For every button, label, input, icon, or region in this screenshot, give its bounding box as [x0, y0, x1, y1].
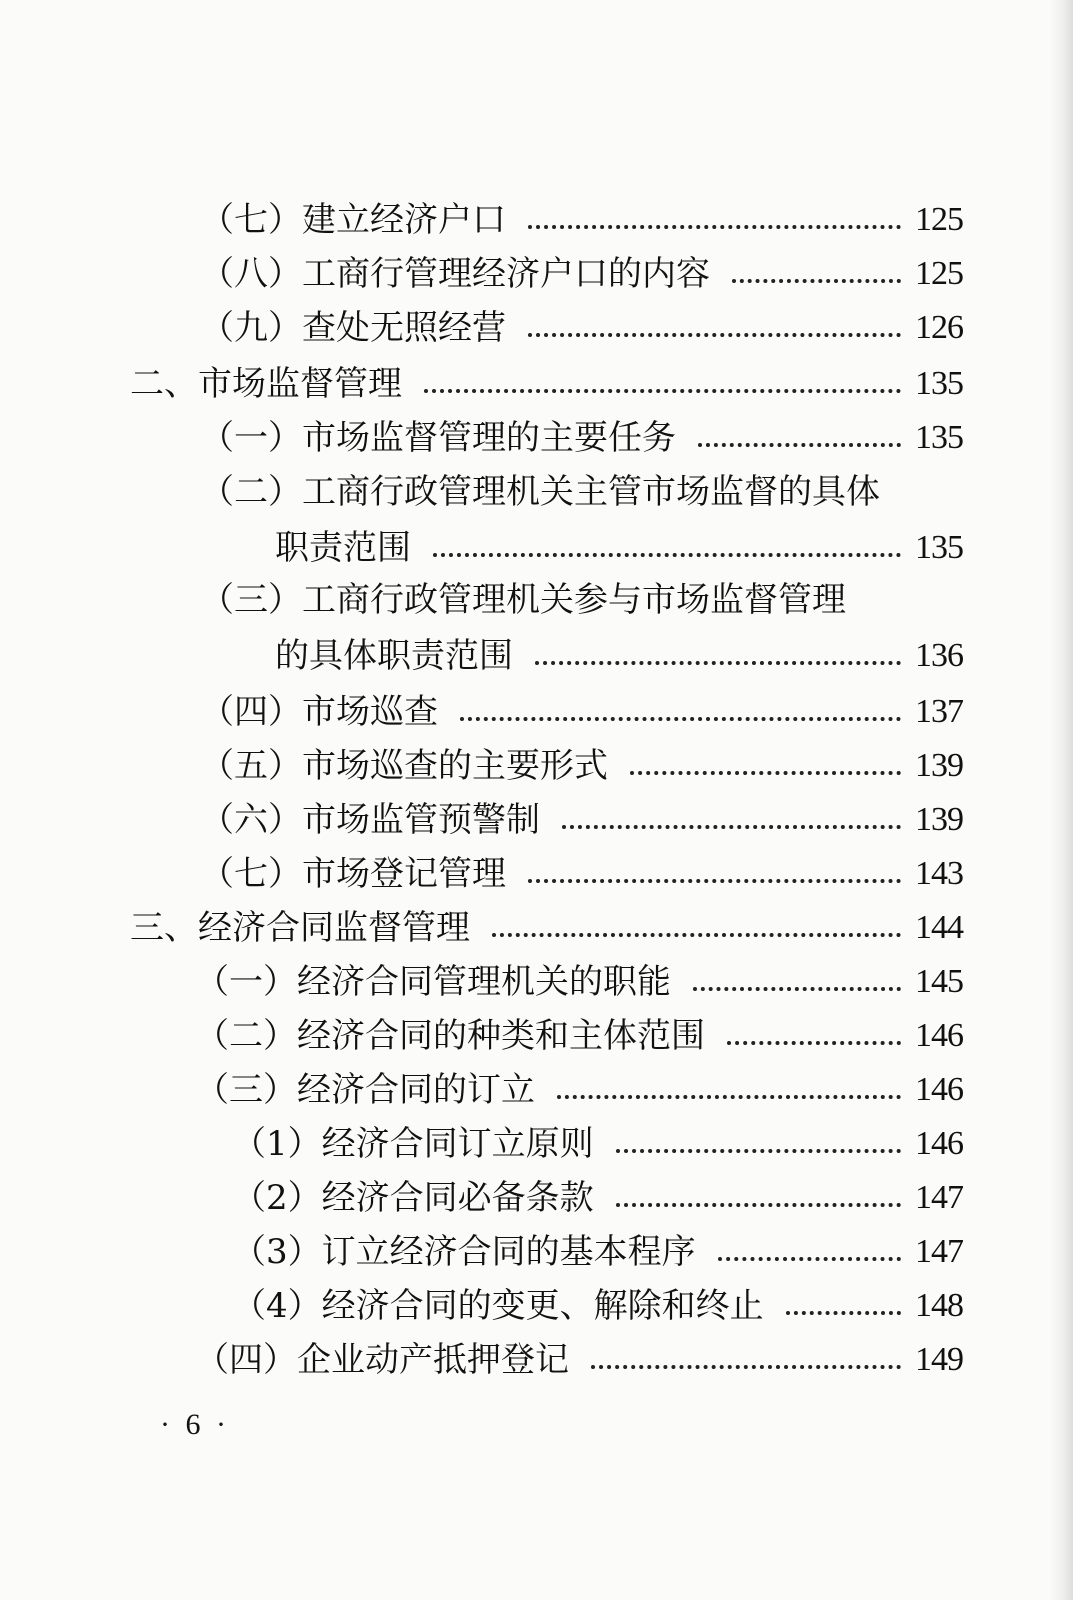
toc-subentry-title: （2）经济合同必备条款 [232, 1178, 594, 1218]
toc-entry-continuation: 职责范围 [275, 528, 411, 568]
toc-subentry [232, 1224, 963, 1274]
toc-dot-leader [557, 1094, 901, 1099]
toc-entry-title: （五）市场巡查的主要形式 [200, 746, 608, 786]
toc-entry-page: 139 [915, 801, 963, 838]
toc-entry-page: 143 [915, 855, 963, 892]
toc-entry-page: 135 [915, 529, 963, 566]
toc-dot-leader [433, 552, 901, 557]
toc-entry-title: （九）查处无照经营 [200, 308, 506, 348]
toc-dot-leader [591, 1364, 901, 1369]
toc-entry [200, 300, 963, 350]
toc-dot-leader [535, 660, 901, 665]
toc-dot-leader [786, 1310, 901, 1315]
page-number: · 6 · [160, 1408, 230, 1441]
toc-entry [200, 738, 963, 788]
toc-entry-title: （四）企业动产抵押登记 [195, 1340, 569, 1380]
toc-subentry-title: （4）经济合同的变更、解除和终止 [232, 1286, 764, 1326]
toc-entry-page: 146 [915, 1125, 963, 1162]
toc-subentry [232, 1116, 963, 1166]
toc-entry-page: 144 [915, 909, 963, 946]
toc-entry-page: 145 [915, 963, 963, 1000]
toc-entry [195, 1008, 963, 1058]
toc-entry-page: 137 [915, 693, 963, 730]
toc-entry-title: （三）工商行政管理机关参与市场监督管理 [200, 580, 846, 620]
toc-entry-page: 126 [915, 309, 963, 346]
toc-entry-title: （七）市场登记管理 [200, 854, 506, 894]
toc-dot-leader [616, 1202, 901, 1207]
toc-entry [200, 684, 963, 734]
toc-section [130, 900, 963, 950]
toc-entry-page: 125 [915, 255, 963, 292]
toc-entry-page: 125 [915, 201, 963, 238]
toc-entry-page: 147 [915, 1233, 963, 1270]
toc-entry [200, 246, 963, 296]
toc-dot-leader [528, 224, 901, 229]
toc-entry-page: 135 [915, 419, 963, 456]
toc-dot-leader [693, 986, 901, 991]
toc-subentry-title: （3）订立经济合同的基本程序 [232, 1232, 696, 1272]
toc-dot-leader [528, 878, 901, 883]
toc-entry [200, 410, 963, 460]
toc-entry-page: 136 [915, 637, 963, 674]
toc-entry-page: 139 [915, 747, 963, 784]
toc-entry-title: （三）经济合同的订立 [195, 1070, 535, 1110]
toc-dot-leader [698, 442, 901, 447]
toc-entry [195, 954, 963, 1004]
toc-entry-title: （七）建立经济户口 [200, 200, 506, 240]
toc-dot-leader [616, 1148, 901, 1153]
toc-entry-title: （一）经济合同管理机关的职能 [195, 962, 671, 1002]
toc-dot-leader [424, 388, 901, 393]
toc-entry-title: （二）经济合同的种类和主体范围 [195, 1016, 705, 1056]
toc-subentry-title: （1）经济合同订立原则 [232, 1124, 594, 1164]
toc-entry [195, 1332, 963, 1382]
toc-section [130, 356, 963, 406]
toc-entry-title: （四）市场巡查 [200, 692, 438, 732]
toc-entry-title: （八）工商行管理经济户口的内容 [200, 254, 710, 294]
toc-entry-page: 135 [915, 365, 963, 402]
toc-dot-leader [492, 932, 901, 937]
toc-entry-page: 146 [915, 1017, 963, 1054]
toc-dot-leader [562, 824, 901, 829]
toc-entry [200, 792, 963, 842]
toc-entry-title: （一）市场监督管理的主要任务 [200, 418, 676, 458]
toc-dot-leader [460, 716, 901, 721]
toc-subentry [232, 1170, 963, 1220]
toc-dot-leader [718, 1256, 901, 1261]
toc-entry-page: 147 [915, 1179, 963, 1216]
toc-dot-leader [727, 1040, 901, 1045]
toc-section-title: 二、市场监督管理 [130, 364, 402, 404]
toc-entry [200, 846, 963, 896]
toc-subentry [232, 1278, 963, 1328]
toc-entry [275, 628, 963, 678]
toc-dot-leader [630, 770, 901, 775]
toc-dot-leader [732, 278, 901, 283]
toc-entry-page: 146 [915, 1071, 963, 1108]
toc-entry-page: 149 [915, 1341, 963, 1378]
toc-entry-continuation: 的具体职责范围 [275, 636, 513, 676]
toc-section-title: 三、经济合同监督管理 [130, 908, 470, 948]
toc-dot-leader [528, 332, 901, 337]
toc-entry [200, 192, 963, 242]
toc-entry [275, 520, 963, 570]
toc-entry [195, 1062, 963, 1112]
toc-entry-title: （二）工商行政管理机关主管市场监督的具体 [200, 472, 880, 512]
toc-entry-page: 148 [915, 1287, 963, 1324]
toc-entry-title: （六）市场监管预警制 [200, 800, 540, 840]
